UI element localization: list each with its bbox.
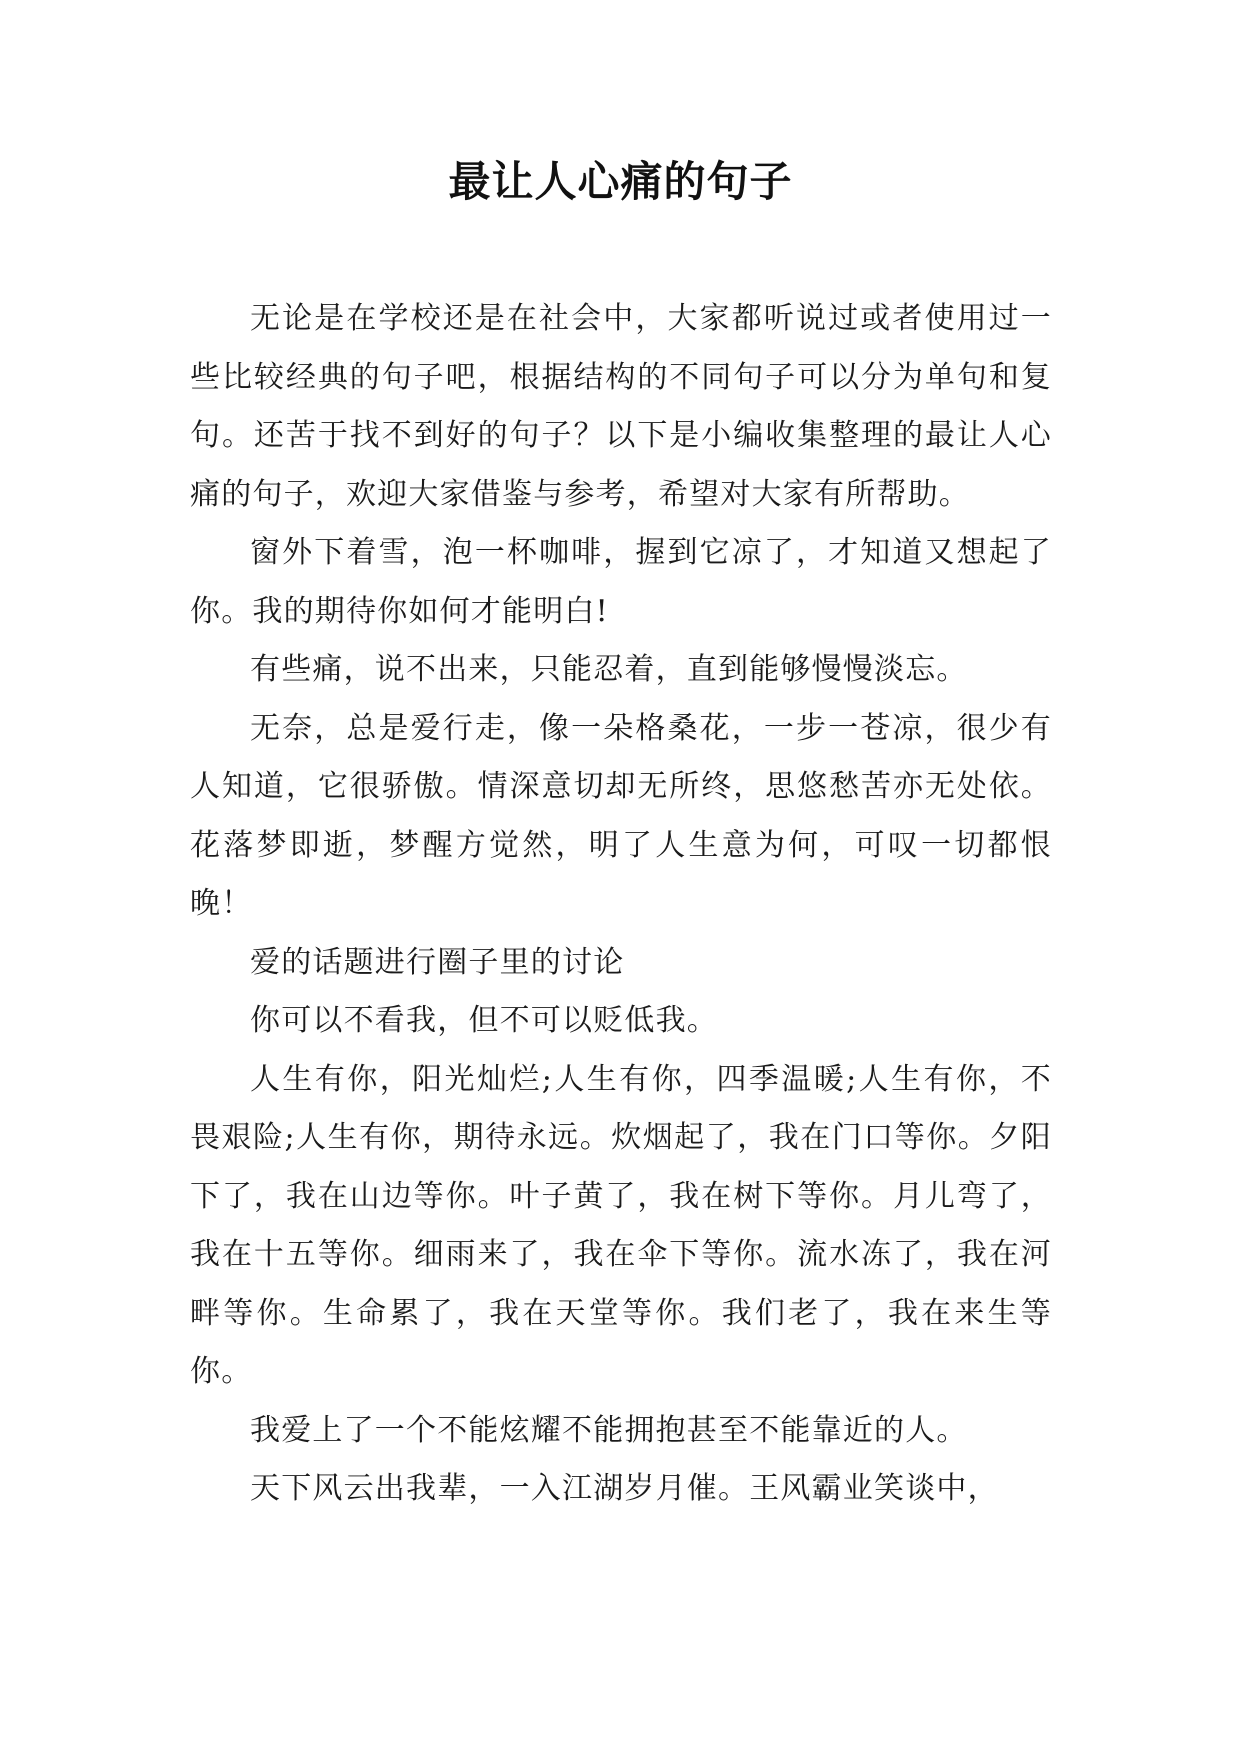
document-body <box>190 290 1052 1519</box>
paragraph: 无奈，总是爱行走，像一朵格桑花，一步一苍凉，很少有人知道，它很骄傲。情深意切却无所终，思悠愁苦亦无处依。花落梦即逝，梦醒方觉然，明了人生意为何，可叹一切都恨晚！ <box>190 710 1052 921</box>
paragraph-intro: 无论是在学校还是在社会中，大家都听说过或者使用过一些比较经典的句子吧，根据结构的不同句子可以分为单句和复句。还苦于找不到好的句子？以下是小编收集整理的最让人心痛的句子，欢迎大家借鉴与参考，希望对大家有所帮助。 <box>190 301 1052 512</box>
paragraph: 你可以不看我，但不可以贬低我。 <box>250 1003 718 1038</box>
paragraph: 人生有你，阳光灿烂;人生有你，四季温暖;人生有你，不畏艰险;人生有你，期待永远。炊烟起了，我在门口等你。夕阳下了，我在山边等你。叶子黄了，我在树下等你。月儿弯了，我在十五等你。细雨来了，我在伞下等你。流水冻了，我在河畔等你。生命累了，我在天堂等你。我们老了，我在来生等你。 <box>190 1061 1052 1389</box>
paragraph: 爱的话题进行圈子里的讨论 <box>250 944 625 980</box>
paragraph: 我爱上了一个不能炫耀不能拥抱甚至不能靠近的人。 <box>250 1412 968 1448</box>
paragraph: 有些痛，说不出来，只能忍着，直到能够慢慢淡忘。 <box>250 652 968 687</box>
document-title: 最让人心痛的句子 <box>448 157 793 206</box>
paragraph: 窗外下着雪，泡一杯咖啡，握到它凉了，才知道又想起了你。我的期待你如何才能明白! <box>190 535 1052 629</box>
paragraph: 天下风云出我辈，一入江湖岁月催。王风霸业笑谈中， <box>250 1471 999 1506</box>
